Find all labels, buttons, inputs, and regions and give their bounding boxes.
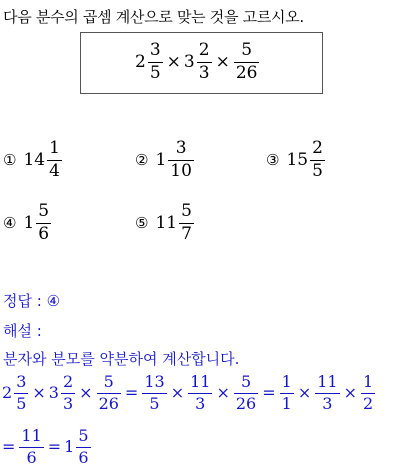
sol-c-denominator: 26 — [98, 393, 119, 413]
option-1[interactable] — [3, 140, 63, 181]
option-denominator: 4 — [49, 160, 60, 181]
option-2[interactable] — [135, 140, 195, 181]
option-whole: 1 — [155, 149, 167, 170]
times-operator: × — [297, 383, 312, 403]
sol-c-fraction — [97, 374, 121, 413]
equals-sign: = — [262, 383, 276, 403]
sol-e-denominator: 3 — [195, 393, 206, 413]
sol-d-fraction — [142, 374, 166, 413]
option-numerator: 1 — [49, 138, 60, 158]
sol-b-fraction — [61, 374, 75, 413]
sol-b-whole: 3 — [48, 383, 59, 403]
option-denominator: 7 — [181, 223, 192, 244]
expression — [135, 42, 260, 83]
term2-whole: 3 — [183, 51, 195, 72]
option-whole: 1 — [23, 212, 35, 233]
option-marker: ④ — [3, 213, 17, 232]
sol-f-numerator: 5 — [240, 372, 252, 391]
times-operator: × — [166, 51, 181, 72]
sol-d-numerator: 13 — [144, 372, 165, 391]
term3-fraction — [234, 42, 260, 83]
sol-g-denominator: 1 — [281, 393, 292, 413]
term1-denominator: 5 — [149, 62, 161, 83]
times-operator: × — [170, 383, 185, 403]
sol-k-numerator: 5 — [78, 426, 89, 445]
sol-h-numerator: 11 — [317, 372, 338, 391]
term3-numerator: 5 — [241, 40, 253, 60]
answer-value: ④ — [46, 292, 61, 310]
term2-numerator: 2 — [198, 40, 210, 60]
sol-e-numerator: 11 — [190, 372, 211, 391]
option-marker: ③ — [266, 150, 280, 169]
sol-k-fraction — [76, 428, 90, 467]
sol-i-numerator: 1 — [362, 372, 374, 391]
sol-c-numerator: 5 — [103, 372, 114, 391]
sol-h-fraction — [315, 374, 339, 413]
option-fraction — [179, 203, 194, 244]
answer-label: 정답 : — [3, 292, 42, 310]
option-numerator: 5 — [38, 201, 50, 221]
term1-whole: 2 — [135, 51, 146, 72]
option-denominator: 5 — [312, 160, 323, 181]
times-operator: × — [32, 383, 46, 403]
times-operator: × — [343, 383, 357, 403]
option-denominator: 10 — [170, 160, 192, 181]
sol-a-fraction — [14, 374, 28, 413]
sol-b-numerator: 2 — [62, 372, 74, 391]
sol-f-fraction — [234, 374, 258, 413]
option-marker: ① — [3, 150, 17, 169]
option-whole: 11 — [155, 212, 178, 233]
sol-k-denominator: 6 — [78, 447, 89, 467]
term1-fraction — [148, 42, 163, 83]
answer-line — [3, 290, 60, 311]
option-marker: ⑤ — [135, 213, 149, 232]
option-whole: 15 — [286, 149, 309, 170]
option-3[interactable] — [266, 140, 326, 181]
sol-e-fraction — [188, 374, 212, 413]
option-fraction — [47, 140, 62, 181]
option-fraction — [310, 140, 325, 181]
sol-i-fraction — [361, 374, 375, 413]
term2-denominator: 3 — [198, 62, 210, 83]
equals-sign: = — [2, 437, 16, 457]
times-operator: × — [216, 383, 230, 403]
option-numerator: 3 — [175, 138, 187, 158]
sol-f-denominator: 26 — [235, 393, 257, 413]
option-marker: ② — [135, 150, 149, 169]
times-operator: × — [215, 51, 230, 72]
term2-fraction — [197, 42, 212, 83]
solution-line-2 — [2, 428, 92, 467]
option-denominator: 6 — [38, 223, 50, 244]
option-numerator: 2 — [312, 138, 323, 158]
explanation-label: 해설 : — [3, 322, 42, 340]
option-fraction — [168, 140, 194, 181]
sol-j-numerator: 11 — [21, 426, 42, 445]
term1-numerator: 3 — [149, 40, 161, 60]
equals-sign: = — [47, 437, 62, 457]
question-text: 다음 분수의 곱셈 계산으로 맞는 것을 고르시오. — [3, 8, 304, 26]
sol-b-denominator: 3 — [62, 393, 74, 413]
sol-a-numerator: 3 — [16, 372, 27, 391]
sol-g-fraction — [280, 374, 294, 413]
option-whole: 14 — [23, 149, 46, 170]
sol-a-whole: 2 — [2, 383, 13, 403]
equals-sign: = — [124, 383, 139, 403]
sol-g-numerator: 1 — [281, 372, 292, 391]
option-fraction — [36, 203, 51, 244]
sol-d-denominator: 5 — [149, 393, 160, 413]
term3-denominator: 26 — [235, 62, 258, 83]
sol-k-whole: 1 — [64, 437, 75, 457]
times-operator: × — [79, 383, 93, 403]
solution-line-1 — [2, 374, 376, 413]
option-5[interactable] — [135, 203, 195, 244]
option-numerator: 5 — [181, 201, 192, 221]
sol-h-denominator: 3 — [322, 393, 333, 413]
sol-a-denominator: 5 — [16, 393, 27, 413]
sol-i-denominator: 2 — [362, 393, 374, 413]
explanation-text: 분자와 분모를 약분하여 계산합니다. — [3, 350, 240, 368]
sol-j-fraction — [19, 428, 43, 467]
option-4[interactable] — [3, 203, 52, 244]
sol-j-denominator: 6 — [26, 447, 37, 467]
